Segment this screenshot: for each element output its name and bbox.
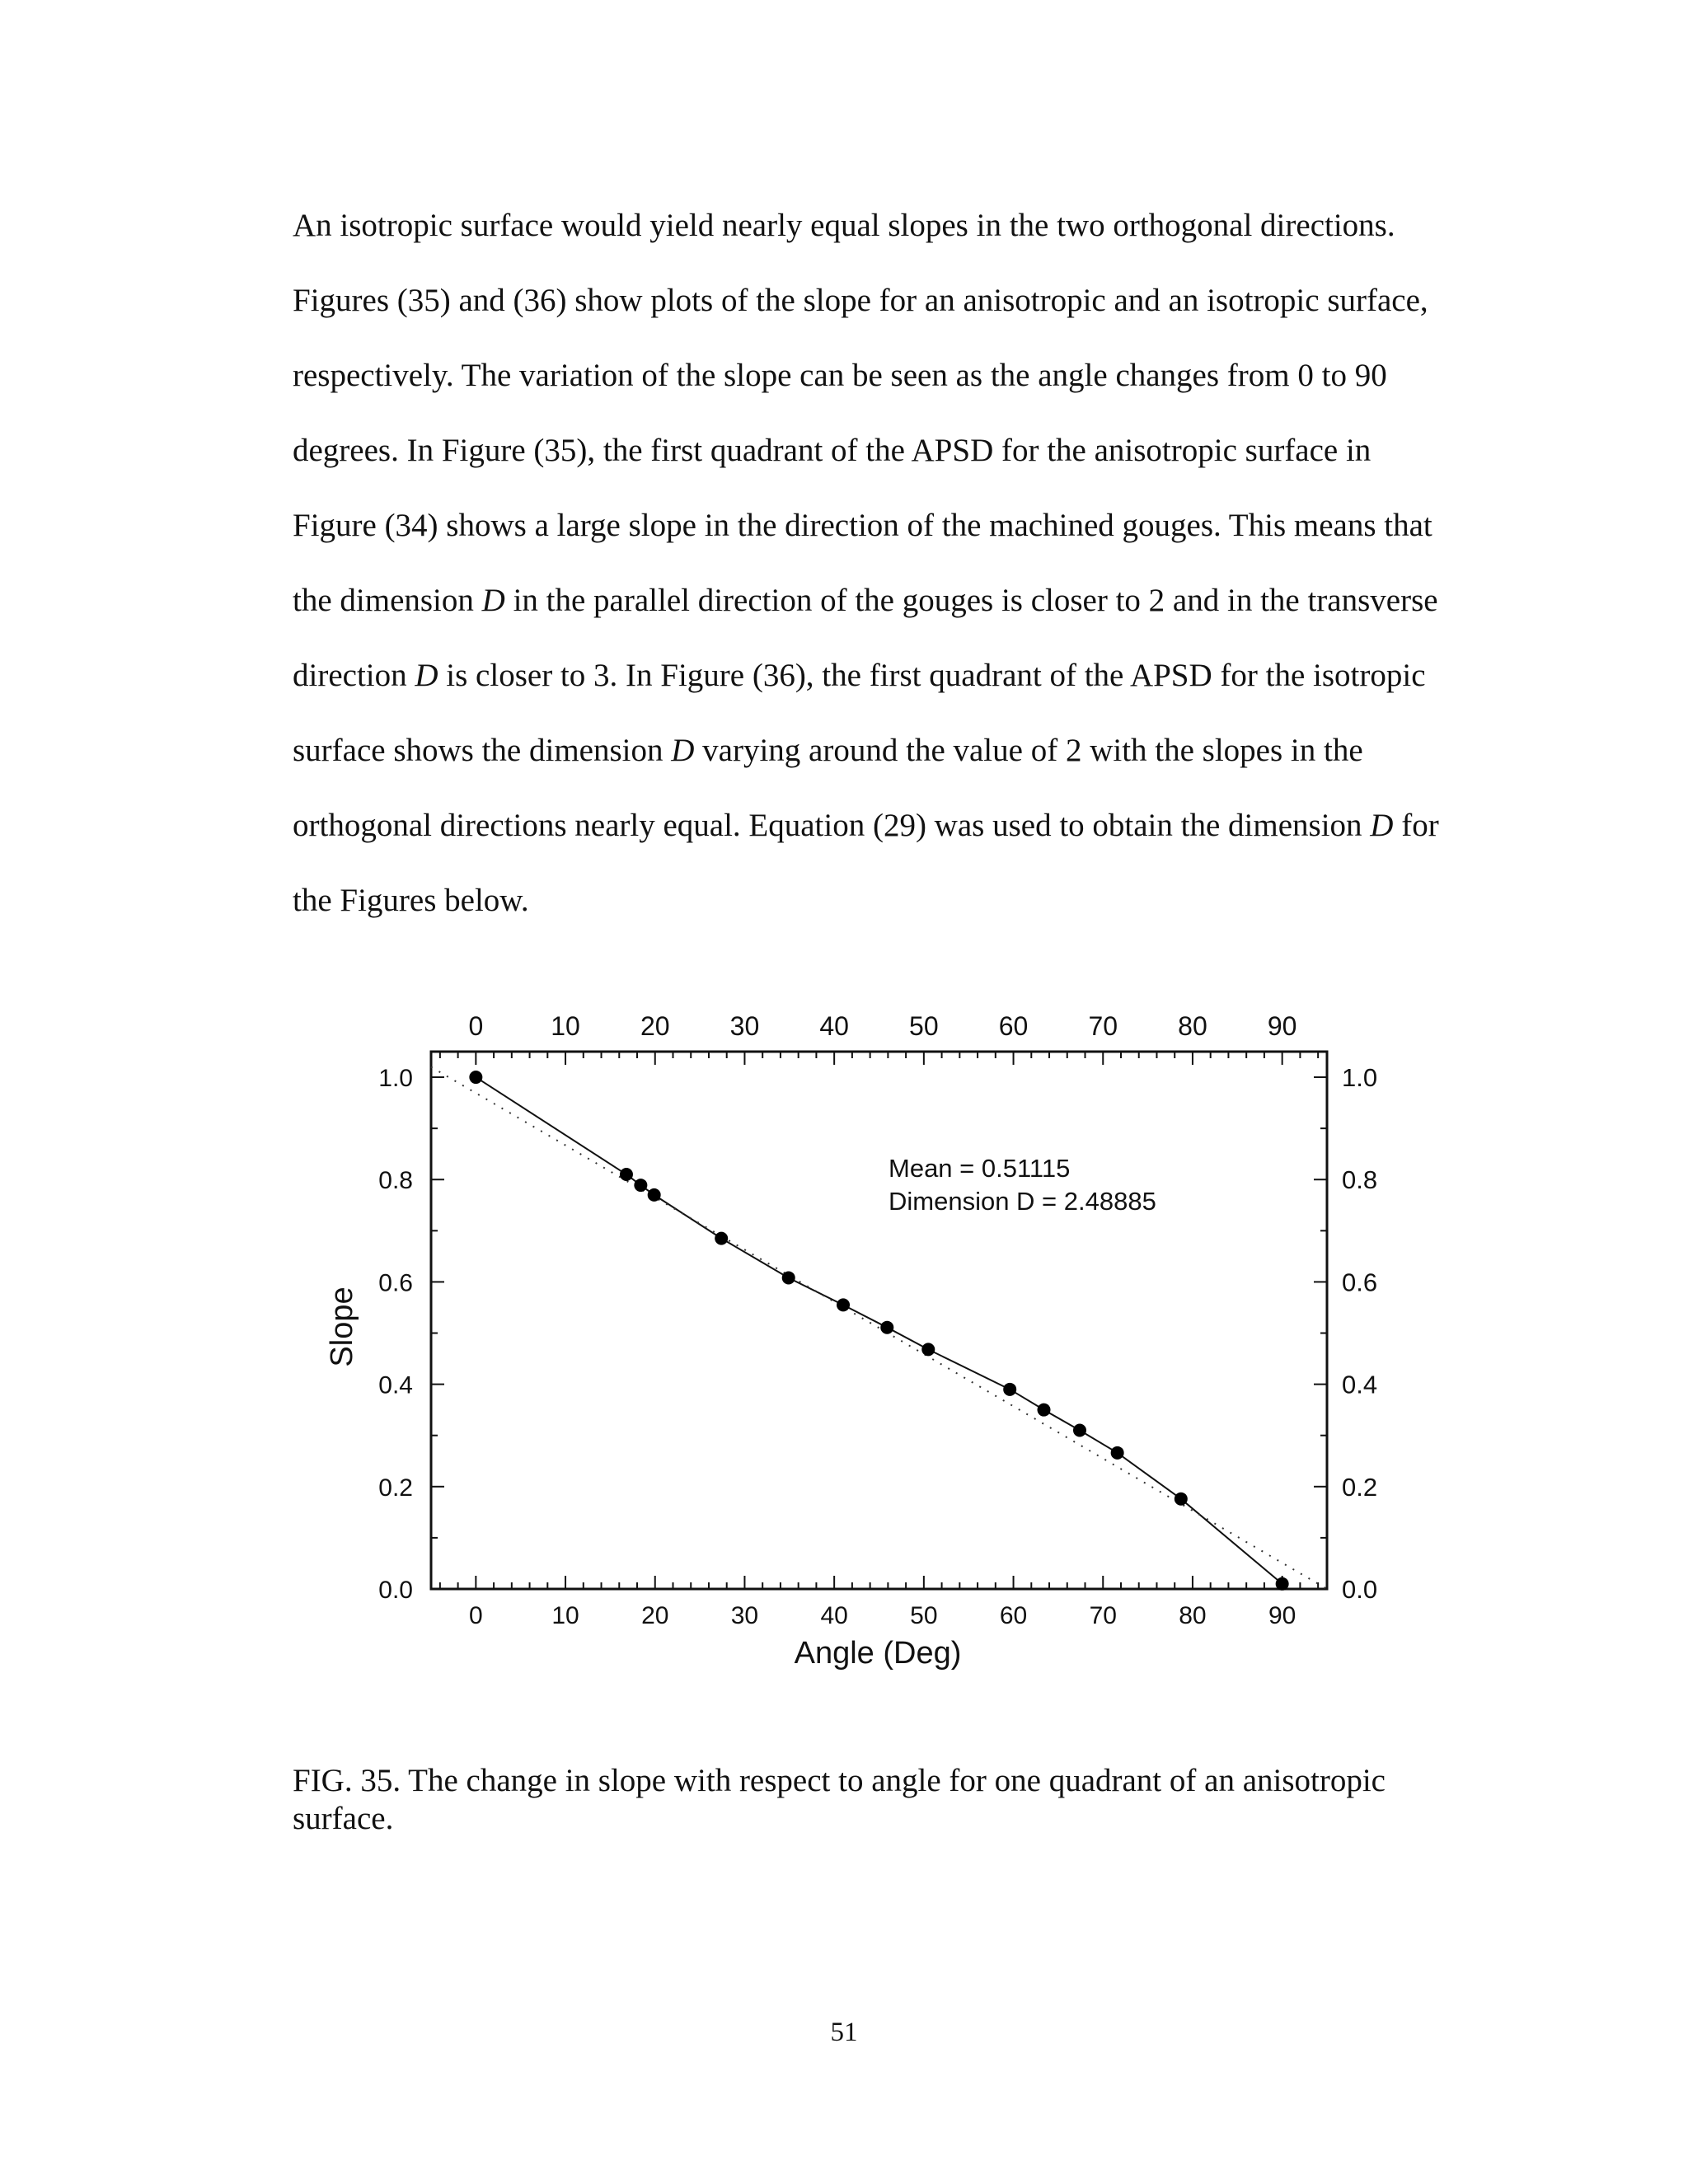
figure-caption: FIG. 35. The change in slope with respect to angle for one quadrant of an anisotropic surface. bbox=[293, 1763, 1386, 1836]
text-run: respectively. The variation of the slope can be seen as the angle changes from 0 to 90 bbox=[293, 358, 1387, 393]
y-tick-label-right: 0.6 bbox=[1342, 1268, 1378, 1297]
axis-labels bbox=[378, 1011, 1377, 1629]
series-line bbox=[476, 1077, 1282, 1584]
variable-d: D bbox=[415, 658, 438, 693]
text-run: the Figures below. bbox=[293, 883, 529, 918]
x-tick-label-top: 50 bbox=[909, 1011, 939, 1041]
data-point bbox=[648, 1188, 661, 1202]
x-tick-label: 40 bbox=[820, 1602, 848, 1629]
data-point bbox=[620, 1168, 633, 1181]
data-point bbox=[634, 1179, 647, 1192]
data-point bbox=[1038, 1404, 1051, 1417]
annotation-mean: Mean = 0.51115 bbox=[889, 1154, 1071, 1183]
x-tick-label: 90 bbox=[1268, 1602, 1296, 1629]
text-run: An isotropic surface would yield nearly equal slopes in the two orthogonal directions. bbox=[293, 208, 1395, 243]
text-run: for bbox=[1393, 808, 1439, 843]
data-point bbox=[1175, 1493, 1188, 1506]
text-run: varying around the value of 2 with the slopes in the bbox=[694, 733, 1363, 768]
x-tick-label: 80 bbox=[1179, 1602, 1207, 1629]
variable-d: D bbox=[1370, 808, 1394, 843]
y-tick-label: 0.6 bbox=[378, 1269, 413, 1297]
y-tick-label-right: 0.4 bbox=[1342, 1370, 1378, 1399]
data-point bbox=[1003, 1383, 1016, 1396]
y-tick-label: 0.4 bbox=[378, 1371, 413, 1399]
x-tick-label-top: 60 bbox=[998, 1011, 1029, 1041]
data-point bbox=[1276, 1577, 1289, 1591]
data-point bbox=[1111, 1446, 1124, 1460]
x-tick-label-top: 30 bbox=[729, 1011, 760, 1041]
x-tick-label-top: 10 bbox=[551, 1011, 580, 1041]
y-tick-label: 0.2 bbox=[378, 1474, 413, 1502]
x-tick-label: 70 bbox=[1089, 1602, 1117, 1629]
variable-d: D bbox=[481, 583, 505, 618]
x-tick-label: 10 bbox=[551, 1602, 579, 1629]
y-axis-title: Slope bbox=[325, 1286, 359, 1367]
x-tick-label: 50 bbox=[910, 1602, 938, 1629]
y-tick-label-right: 0.0 bbox=[1342, 1575, 1378, 1604]
y-tick-label-right: 0.2 bbox=[1342, 1472, 1378, 1502]
data-point bbox=[837, 1298, 850, 1311]
x-tick-label-top: 90 bbox=[1267, 1011, 1297, 1041]
x-axis-title: Angle (Deg) bbox=[794, 1636, 962, 1671]
y-tick-label-right: 1.0 bbox=[1342, 1063, 1378, 1093]
x-tick-label-top: 40 bbox=[819, 1011, 849, 1041]
text-run: the dimension bbox=[293, 583, 482, 618]
x-tick-label-top: 70 bbox=[1088, 1011, 1118, 1041]
page-number: 51 bbox=[830, 2018, 858, 2047]
data-points bbox=[469, 1071, 1288, 1591]
text-run: in the parallel direction of the gouges is closer to 2 and in the transverse bbox=[504, 583, 1438, 618]
fit-line bbox=[431, 1067, 1327, 1589]
text-run: direction bbox=[293, 658, 415, 693]
series-lines bbox=[431, 1067, 1327, 1589]
text-run: Figures (35) and (36) show plots of the slope for an anisotropic and an isotropic surface, bbox=[293, 283, 1428, 318]
y-tick-label: 0.8 bbox=[378, 1167, 413, 1195]
text-run: surface shows the dimension bbox=[293, 733, 672, 768]
data-point bbox=[1073, 1424, 1086, 1437]
x-tick-label-top: 20 bbox=[640, 1011, 670, 1041]
y-tick-label: 0.0 bbox=[378, 1577, 413, 1604]
x-tick-label: 0 bbox=[469, 1602, 483, 1629]
x-tick-label: 20 bbox=[641, 1602, 669, 1629]
x-tick-label-top: 80 bbox=[1178, 1011, 1207, 1041]
text-run: degrees. In Figure (35), the first quadrant of the APSD for the anisotropic surface in bbox=[293, 433, 1372, 468]
x-tick-label-top: 0 bbox=[468, 1011, 484, 1041]
text-run: orthogonal directions nearly equal. Equation (29) was used to obtain the dimension bbox=[293, 808, 1371, 843]
y-tick-label: 1.0 bbox=[378, 1065, 413, 1093]
data-point bbox=[921, 1343, 935, 1356]
data-point bbox=[715, 1232, 728, 1245]
text-run: is closer to 3. In Figure (36), the first quadrant of the APSD for the isotropic bbox=[438, 658, 1426, 693]
variable-d: D bbox=[671, 733, 695, 768]
data-point bbox=[469, 1071, 482, 1084]
data-point bbox=[782, 1271, 795, 1284]
y-tick-label-right: 0.8 bbox=[1342, 1165, 1378, 1195]
annotation-dimension: Dimension D = 2.48885 bbox=[889, 1187, 1156, 1216]
data-point bbox=[880, 1321, 893, 1334]
x-tick-label: 30 bbox=[730, 1602, 759, 1629]
x-tick-label: 60 bbox=[999, 1602, 1028, 1629]
text-run: Figure (34) shows a large slope in the direction of the machined gouges. This means that bbox=[293, 508, 1432, 543]
